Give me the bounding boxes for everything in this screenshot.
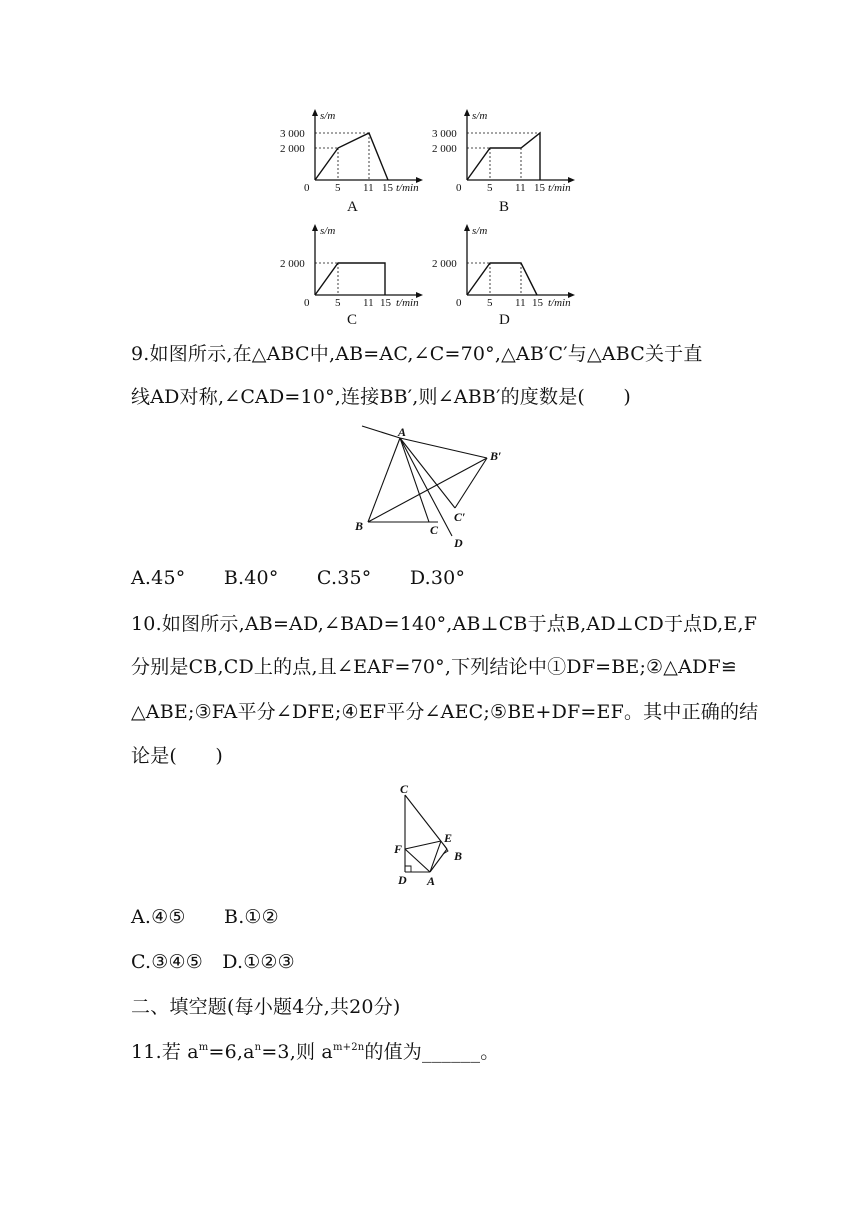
q10-text-line3: △ABE;③FA平分∠DFE;④EF平分∠AEC;⑤BE+DF=EF。其中正确的结 (131, 701, 759, 723)
x-tick: 11 (363, 297, 374, 309)
x-tick: 15 (382, 182, 393, 194)
x-tick: 5 (335, 182, 341, 194)
s-axis-label: s/m (320, 225, 336, 237)
origin-label: 0 (456, 297, 462, 309)
y-tick: 3 000 (280, 128, 305, 140)
q10-text-line1: 10.如图所示,AB=AD,∠BAD=140°,AB⊥CB于点B,AD⊥CD于点D,E,F (131, 613, 758, 635)
x-tick: 15 (532, 297, 543, 309)
graph-a (280, 105, 430, 215)
origin-label: 0 (304, 297, 310, 309)
q9-options: A.45° B.40° C.35° D.30° (131, 567, 466, 589)
q9-text-line1: 9.如图所示,在△ABC中,AB=AC,∠C=70°,△AB′C′与△ABC关于直 (131, 343, 703, 365)
point-label: D (398, 873, 407, 887)
q10-figure (390, 780, 475, 890)
graph-caption: B (499, 199, 510, 215)
x-tick: 5 (335, 297, 341, 309)
y-tick: 3 000 (432, 128, 457, 140)
q10-options-row2: C.③④⑤ D.①②③ (131, 951, 295, 973)
graph-caption: A (347, 199, 358, 215)
q11-post: 的值为______。 (364, 1041, 500, 1063)
x-tick: 11 (363, 182, 374, 194)
x-tick: 15 (380, 297, 391, 309)
q10-text-line2: 分别是CB,CD上的点,且∠EAF=70°,下列结论中①DF=BE;②△ADF≌ (131, 656, 737, 678)
t-axis-label: t/min (396, 182, 419, 194)
point-label: F (394, 842, 403, 856)
q11-exponent-m-plus-2n: m+2n (332, 1042, 365, 1053)
x-tick: 5 (487, 297, 493, 309)
y-tick: 2 000 (280, 143, 305, 155)
t-axis-label: t/min (548, 182, 571, 194)
graph-b (432, 105, 582, 215)
q11-mid1: =6,a (208, 1041, 255, 1063)
section-heading: 二、填空题(每小题4分,共20分) (131, 996, 401, 1018)
y-tick: 2 000 (280, 258, 305, 270)
x-tick: 11 (515, 182, 526, 194)
q11-pre: 11.若 a (131, 1041, 199, 1063)
x-tick: 15 (534, 182, 545, 194)
s-axis-label: s/m (472, 110, 488, 122)
point-label: B (355, 519, 364, 533)
point-label: B′ (490, 449, 502, 463)
graph-caption: D (499, 312, 510, 328)
origin-label: 0 (456, 182, 462, 194)
q11-text (131, 1040, 499, 1068)
point-label: A (427, 874, 436, 888)
point-label: D (454, 536, 463, 550)
point-label: C (430, 523, 439, 537)
point-label: C (400, 782, 409, 796)
point-label: E (444, 831, 453, 845)
q11-exponent-n: n (254, 1042, 262, 1053)
q10-options-row1: A.④⑤ B.①② (131, 906, 279, 928)
s-axis-label: s/m (472, 225, 488, 237)
q9-text-line2: 线AD对称,∠CAD=10°,连接BB′,则∠ABB′的度数是( ) (131, 386, 632, 408)
y-tick: 2 000 (432, 143, 457, 155)
point-label: B (454, 849, 463, 863)
origin-label: 0 (304, 182, 310, 194)
point-label: A (398, 425, 407, 439)
x-tick: 5 (487, 182, 493, 194)
q11-exponent-m: m (198, 1042, 209, 1053)
y-tick: 2 000 (432, 258, 457, 270)
q9-figure (350, 422, 520, 550)
x-tick: 11 (515, 297, 526, 309)
t-axis-label: t/min (396, 297, 419, 309)
s-axis-label: s/m (320, 110, 336, 122)
graph-d (432, 220, 582, 330)
t-axis-label: t/min (548, 297, 571, 309)
point-label: C′ (454, 510, 466, 524)
q10-text-line4: 论是( ) (131, 745, 224, 767)
q11-mid2: =3,则 a (261, 1041, 333, 1063)
graph-caption: C (347, 312, 358, 328)
graph-c (280, 220, 430, 330)
